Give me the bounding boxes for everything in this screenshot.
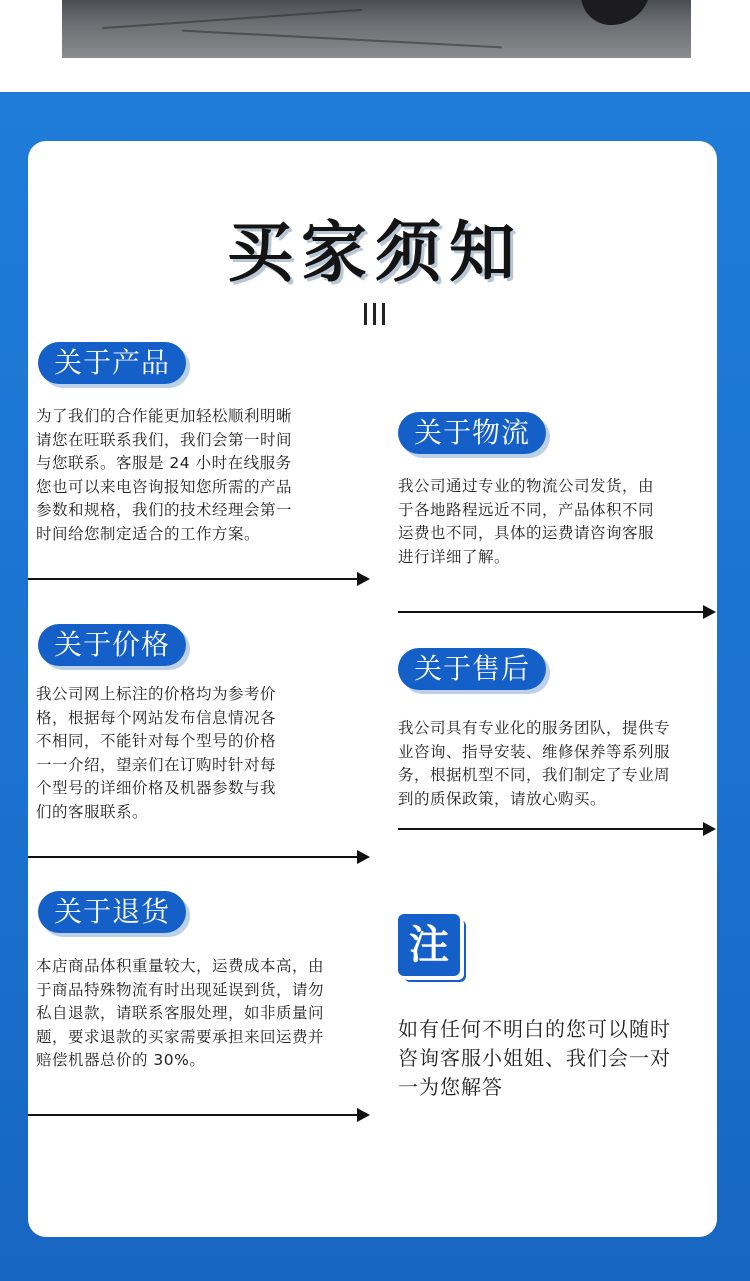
after-sales-text: 我公司具有专业化的服务团队，提供专 业咨询、指导安装、维修保养等系列服 务，根据机型不同，我们制定了专业周 到的质保政策，请放心购买。 xyxy=(398,719,671,808)
price-text: 我公司网上标注的价格均为参考价 格，根据每个网站发布信息情况各 不相同，不能针对每个型号的价格 一一介绍，望亲们在订购时针对每 个型号的详细价格及机器参数与我 们的客服联系。 xyxy=(36,685,277,821)
after-sales-arrow xyxy=(398,828,714,830)
product-arrow xyxy=(28,578,368,580)
price-heading: 关于价格 xyxy=(38,624,186,666)
title-divider xyxy=(362,303,390,325)
returns-text: 本店商品体积重量较大，运费成本高，由 于商品特殊物流有时出现延误到货，请勿 私自退款，请联系客服处理，如非质量问 题，要求退款的买家需要承担来回运费并 赔偿机器总价的 30%。 xyxy=(36,957,325,1069)
divider-bar xyxy=(364,303,367,325)
page-title: 买家须知 xyxy=(227,214,523,291)
divider-bar xyxy=(382,303,385,325)
after-sales-heading: 关于售后 xyxy=(398,648,546,690)
product-heading: 关于产品 xyxy=(38,342,186,384)
photo-streak xyxy=(102,9,362,29)
logistics-heading: 关于物流 xyxy=(398,412,546,454)
note-badge: 注 xyxy=(398,914,460,976)
photo-streak xyxy=(182,30,502,49)
returns-heading: 关于退货 xyxy=(38,891,186,933)
returns-arrow xyxy=(28,1114,368,1116)
note-text: 如有任何不明白的您可以随时 咨询客服小姐姐、我们会一对 一为您解答 xyxy=(398,1017,671,1099)
product-text: 为了我们的合作能更加轻松顺利明晰 请您在旺联系我们，我们会第一时间 与您联系。客服是 24 小时在线服务 您也可以来电咨询报知您所需的产品 参数和规格，我们的技术经理会第一 时间给您制定适合的工作方案。 xyxy=(36,407,293,543)
price-arrow xyxy=(28,856,368,858)
logistics-text: 我公司通过专业的物流公司发货，由 于各地路程远近不同，产品体积不同 运费也不同，具体的运费请咨询客服 进行详细了解。 xyxy=(398,477,655,566)
divider-bar xyxy=(373,303,376,325)
logistics-arrow xyxy=(398,611,714,613)
top-product-photo xyxy=(62,0,691,58)
photo-tire xyxy=(581,0,651,25)
